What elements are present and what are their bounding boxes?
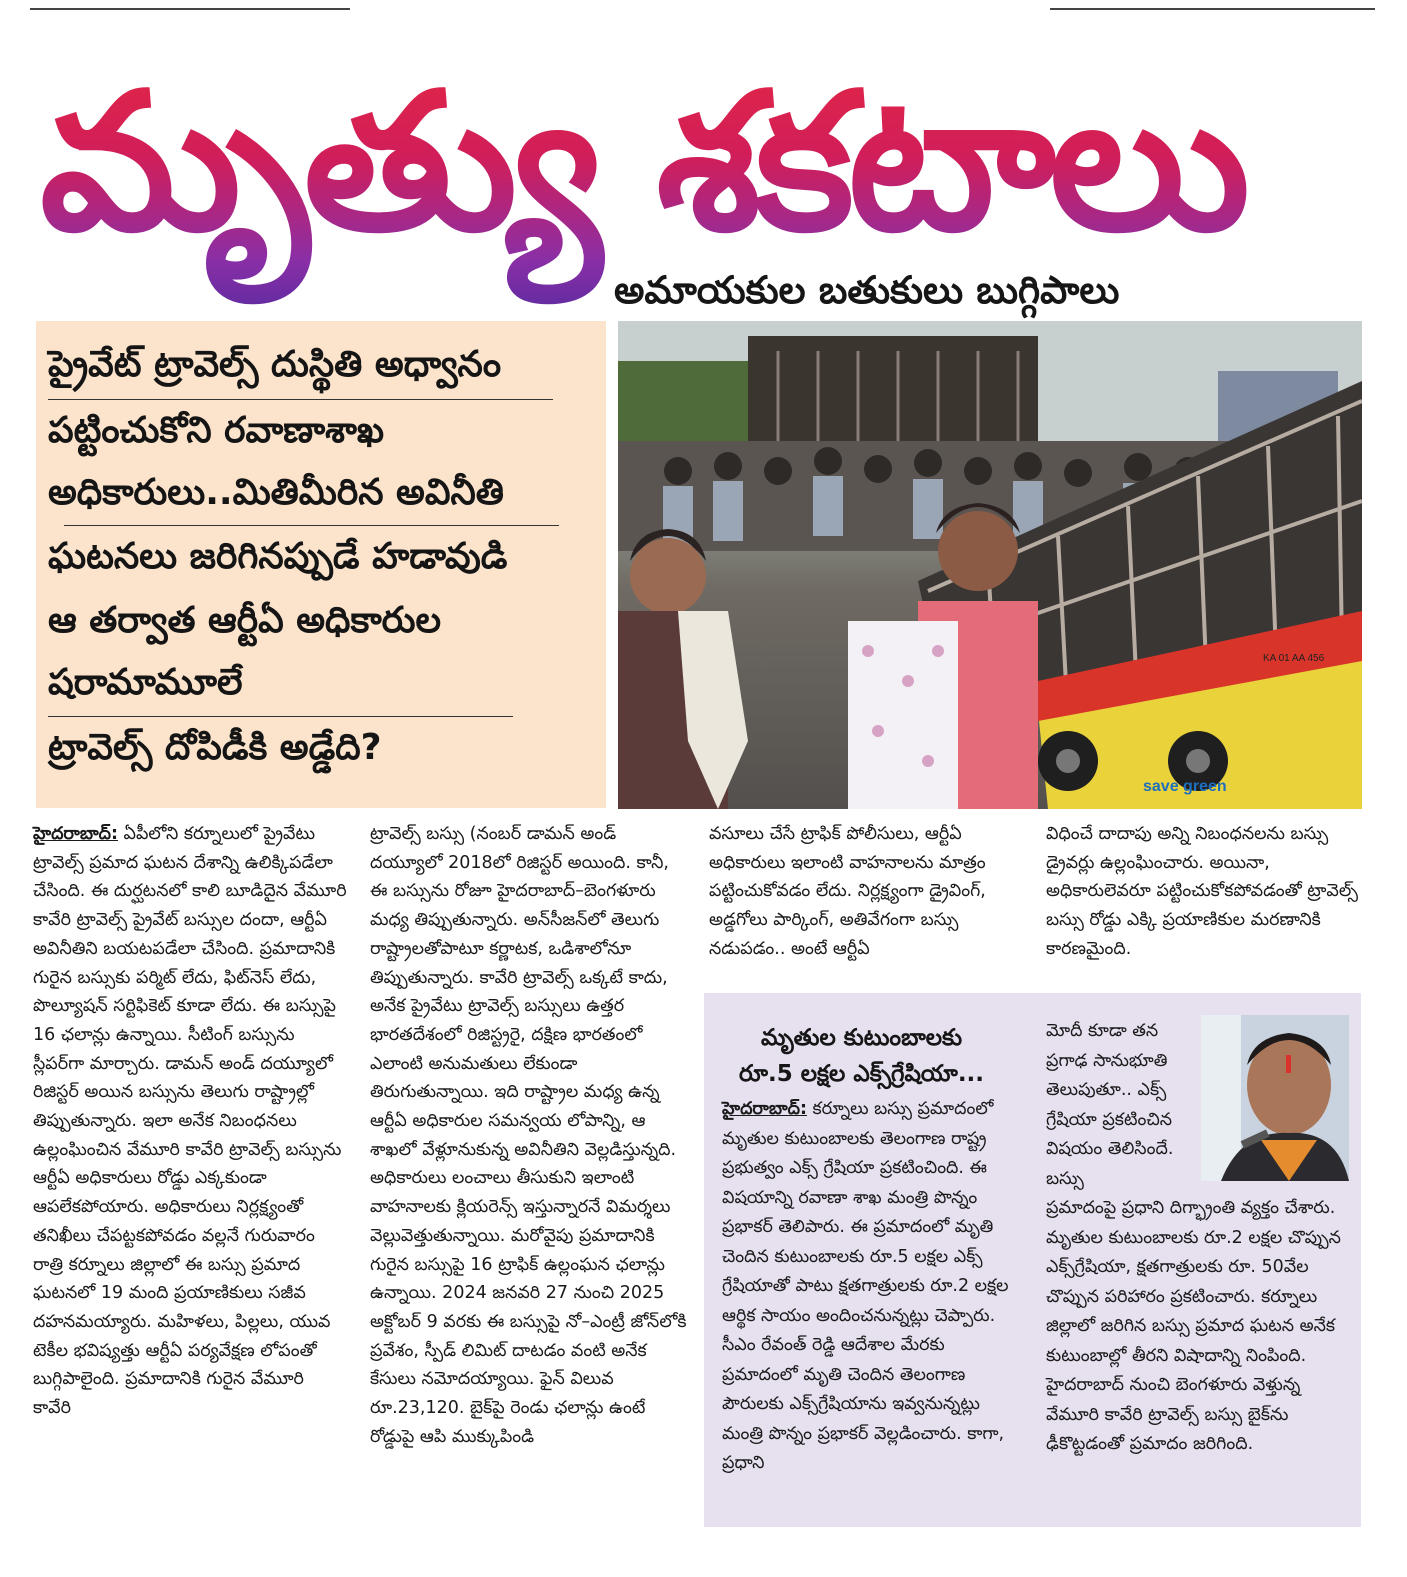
article-column-4 (1046, 820, 1362, 964)
article-text: ట్రావెల్స్ బస్సు (నంబర్ డామన్ అండ్ దయ్యూలో 2018లో రిజిస్టర్ అయింది. కానీ, ఈ బస్సును రోజూ హైదరాబాద్–బెంగళూరు మధ్య తిప్పుతున్నారు. అన్‌సీజన్‌లో తెలుగు రాష్ట్రాలతోపాటూ కర్ణాటక, ఒడిశాలోనూ తిప్పుతున్నారు. కావేరి ట్రావెల్స్ ఒక్కటే కాదు, అనేక ప్రైవేటు ట్రావెల్స్ బస్సులు ఉత్తర భారతదేశంలో రిజిస్ట్రరై, దక్షిణ భారతంలో ఎలాంటి అనుమతులు లేకుండా తిరుగుతున్నాయి. ఇది రాష్ట్రాల మధ్య ఉన్న ఆర్టీఏ అధికారుల సమన్వయ లోపాన్ని, ఆ శాఖలో వేళ్లూనుకున్న అవినీతిని వెల్లడిస్తున్నది. అధికారులు లంచాలు తీసుకుని ఇలాంటి వాహనాలకు క్లియరెన్స్ ఇస్తున్నారనే విమర్శలు వెల్లువెత్తుతున్నాయి. మరోవైపు ప్రమాదానికి గురైన బస్సుపై 16 ట్రాఫిక్ ఉల్లంఘన ఛలాన్లు ఉన్నాయి. 2024 జనవరి 27 నుంచి 2025 అక్టోబర్ 9 వరకు ఈ బస్సుపై నో–ఎంట్రీ జోన్‌లోకి ప్రవేశం, స్పీడ్ లిమిట్ దాటడం వంటి అనేక కేసులు నమోదయ్యాయి. ఫైన్ విలువ రూ.23,120. బైక్‌పై రెండు ఛలాన్లు ఉంటే రోడ్డుపై ఆపి ముక్కుపిండి (370, 824, 687, 1447)
article-column-1 (33, 820, 347, 1423)
photo-illustration (618, 321, 1362, 809)
portrait-illustration (1201, 1015, 1349, 1181)
deck-line-2: పట్టించుకోని రవాణాశాఖ (48, 410, 385, 451)
article-column-2 (370, 820, 688, 1451)
article-text: వసూలు చేసే ట్రాఫిక్ పోలీసులు, ఆర్టీఏ అధికారులు ఇలాంటి వాహనాలను మాత్రం పట్టించుకోవడం లేదు. నిర్లక్ష్యంగా డ్రైవింగ్, అడ్డగోలు పార్కింగ్, అతివేగంగా బస్సు నడుపడం.. అంటే ఆర్టీఏ (709, 824, 986, 959)
deck-rule (48, 399, 553, 400)
exgratia-sidebar (704, 993, 1361, 1527)
bus-logo-text: save green (1143, 778, 1227, 795)
deck-box (36, 321, 606, 808)
article-text: ఏపీలోని కర్నూలులో ప్రైవేటు ట్రావెల్స్ ప్రమాద ఘటన దేశాన్ని ఉలిక్కిపడేలా చేసింది. ఈ దుర్ఘటనలో కాలి బూడిదైన వేమూరి కావేరి ట్రావెల్స్ ప్రైవేట్ బస్సుల దందా, ఆర్టీఏ అవినీతిని బయటపడేలా చేసింది. ప్రమాదానికి గురైన బస్సుకు పర్మిట్ లేదు, ఫిట్‌నెస్ లేదు, పొల్యూషన్ సర్టిఫికెట్ కూడా లేదు. ఈ బస్సుపై 16 ఛలాన్లు ఉన్నాయి. సీటింగ్ బస్సును స్లీపర్‌గా మార్చారు. డామన్ అండ్ దయ్యూలో రిజిస్టర్ అయిన బస్సును తెలుగు రాష్ట్రాల్లో తిప్పుతున్నారు. ఇలా అనేక నిబంధనలు ఉల్లంఘించిన వేమూరి కావేరి ట్రావెల్స్ బస్సును ఆర్టీఏ అధికారులు రోడ్డు ఎక్కకుండా ఆపలేకపోయారు. అధికారులు నిర్లక్ష్యంతో తనిఖీలు చేపట్టకపోవడం వల్లనే గురువారం రాత్రి కర్నూలు జిల్లాలో ఈ బస్సు ప్రమాద ఘటనలో 19 మంది ప్రయాణికులు సజీవ దహనమయ్యారు. మహిళలు, పిల్లలు, యువ టెకీల భవిష్యత్తు ఆర్టీఏ పర్యవేక్షణ లోపంతో బుగ్గిపాలైంది. ప్రమాదానికి గురైన వేమూరి కావేరి (33, 824, 347, 1419)
article-dateline: హైదరాబాద్: (33, 824, 118, 844)
headline: మృత్యు శకటాలు (40, 28, 1370, 318)
sidebar-text: కర్నూలు బస్సు ప్రమాదంలో మృతుల కుటుంబాలకు తెలంగాణ రాష్ట్ర ప్రభుత్వం ఎక్స్ గ్రేషియా ప్రకటించింది. ఈ విషయాన్ని రవాణా శాఖ మంత్రి పొన్నం ప్రభాకర్ తెలిపారు. ఈ ప్రమాదంలో మృతి చెందిన కుటుంబాలకు రూ.5 లక్షల ఎక్స్ గ్రేషియాతో పాటు క్షతగాత్రులకు రూ.2 లక్షల ఆర్థిక సాయం అందించనున్నట్లు చెప్పారు. సీఎం రేవంత్ రెడ్డి ఆదేశాల మేరకు ప్రమాదంలో మృతి చెందిన తెలంగాణ పౌరులకు ఎక్స్‌గ్రేషియాను ఇవ్వనున్నట్లు మంత్రి పొన్నం ప్రభాకర్ వెల్లడించారు. కాగా, ప్రధాని (722, 1099, 1009, 1473)
article-text: విధించే దాదాపు అన్ని నిబంధనలను బస్సు డ్రైవర్లు ఉల్లంఘించారు. అయినా, అధికారులెవరూ పట్టించుకోకపోవడంతో ట్రావెల్స్ బస్సు రోడ్డు ఎక్కి ప్రయాణికుల మరణానికి కారణమైంది. (1046, 824, 1359, 959)
article-column-3 (709, 820, 1027, 964)
deck-line-1: ప్రైవేట్ ట్రావెల్స్ దుస్థితి అధ్వానం (48, 344, 502, 385)
sidebar-right-bottom-text (1046, 1194, 1348, 1460)
sidebar-paragraph (722, 1095, 1022, 1479)
deck-rule (48, 716, 513, 717)
deck-line-7: ట్రావెల్స్ దోపిడీకి అడ్డేది? (48, 727, 382, 768)
minister-portrait (1201, 1015, 1349, 1181)
top-rule-right (1050, 8, 1375, 10)
sidebar-title-line-2: రూ.5 లక్షల ఎక్స్‌గ్రేషియా... (738, 1061, 985, 1087)
sidebar-text: మోదీ కూడా తన ప్రగాఢ సానుభూతి తెలుపుతూ.. ఎక్స్ గ్రేషియా ప్రకటించిన విషయం తెలిసిందే. బస్సు (1046, 1021, 1174, 1189)
news-photo-burnt-bus (618, 321, 1362, 809)
bus-plate-text: KA 01 AA 456 (1263, 653, 1325, 664)
deck-line-3: అధికారులు..మితిమీరిన అవినీతి (48, 472, 504, 513)
sidebar-dateline: హైదరాబాద్: (722, 1099, 807, 1119)
sidebar-left-text (722, 1095, 1022, 1479)
sidebar-text: ప్రమాదంపై ప్రధాని దిగ్భ్రాంతి వ్యక్తం చేశారు. మృతుల కుటుంబాలకు రూ.2 లక్షల చొప్పున ఎక్స్‌గ్రేషియా, క్షతగాత్రులకు రూ. 50వేల చొప్పున పరిహారం ప్రకటించారు. కర్నూలు జిల్లాలో జరిగిన బస్సు ప్రమాద ఘటన అనేక కుటుంబాల్లో తీరని విషాదాన్ని నింపింది. హైదరాబాద్ నుంచి బెంగళూరు వెళ్తున్న వేమూరి కావేరి ట్రావెల్స్ బస్సు బైక్‌ను ఢీకొట్టడంతో ప్రమాదం జరిగింది. (1046, 1198, 1341, 1454)
deck-rule (64, 525, 559, 526)
top-rule-left (30, 8, 350, 10)
deck-line-6: షరామామూలే (48, 662, 243, 703)
deck-line-4: ఘటనలు జరిగినప్పుడే హడావుడి (48, 536, 508, 577)
article-paragraph (33, 820, 347, 1423)
deck-line-5: ఆ తర్వాత ఆర్టీఏ అధికారుల (48, 600, 441, 641)
subheadline: అమాయకుల బతుకులు బుగ్గిపాలు (614, 268, 1120, 312)
sidebar-right-top-text (1046, 1017, 1192, 1194)
sidebar-title-line-1: మృతుల కుటుంబాలకు (760, 1025, 963, 1051)
